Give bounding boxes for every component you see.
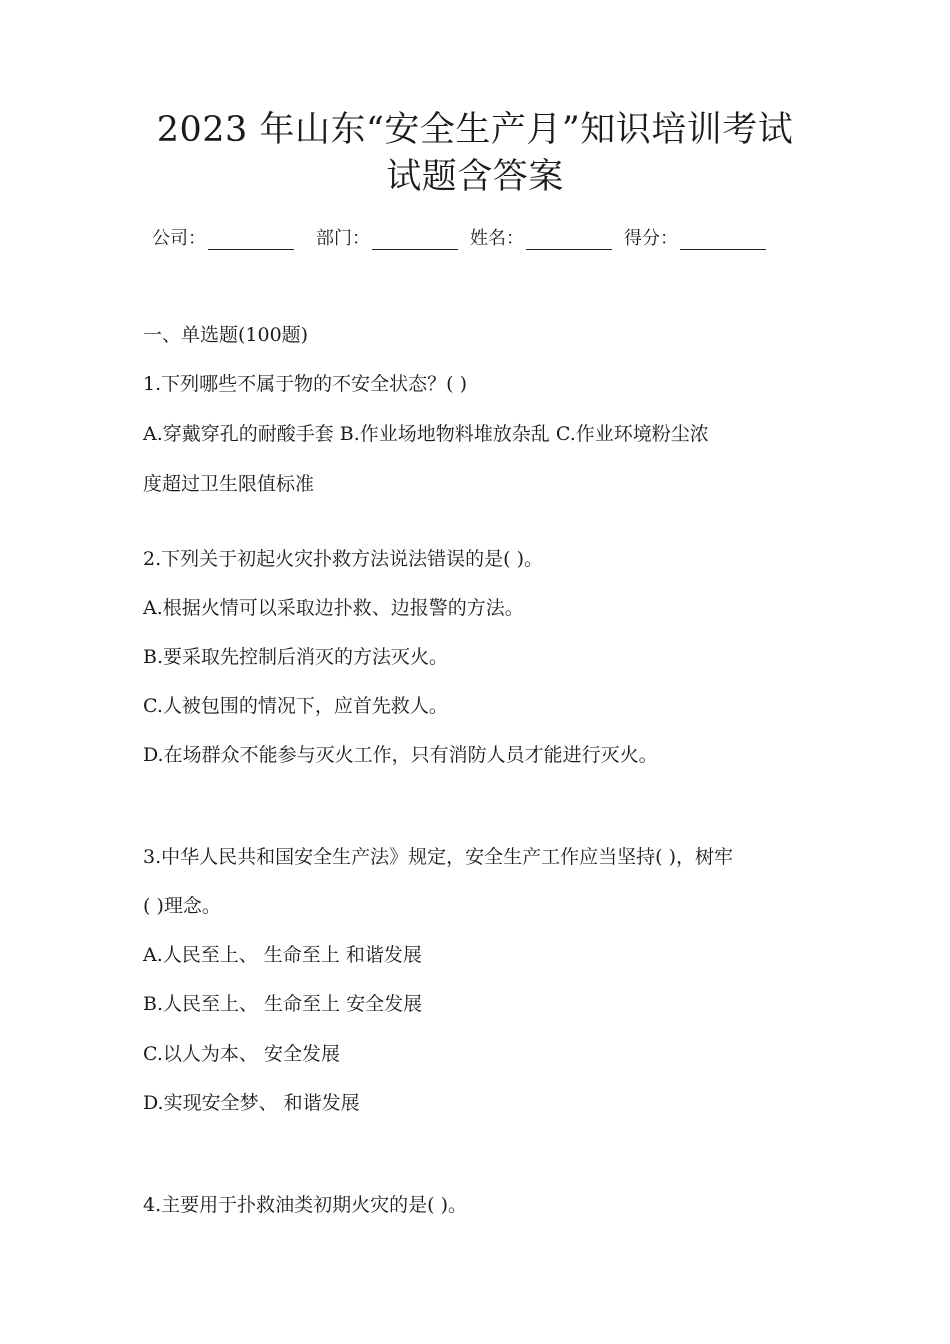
question-4-stem: 4.主要用于扑救油类初期火灾的是( )。	[143, 1194, 467, 1216]
name-field	[470, 224, 612, 250]
question-2-option-c: C.人被包围的情况下，应首先救人。	[143, 695, 448, 717]
score-blank[interactable]	[680, 231, 766, 250]
name-blank[interactable]	[526, 231, 612, 250]
company-label: 公司：	[152, 228, 206, 249]
examinee-info-row	[152, 224, 766, 250]
question-1-options-line-1: A.穿戴穿孔的耐酸手套 B.作业场地物料堆放杂乱 C.作业环境粉尘浓	[143, 423, 709, 445]
question-3-stem-line-1: 3.中华人民共和国安全生产法》规定，安全生产工作应当坚持( )，树牢	[143, 846, 733, 868]
question-1-options-line-2: 度超过卫生限值标准	[143, 473, 315, 495]
document-title-line-1: 2023 年山东“安全生产月”知识培训考试	[156, 110, 794, 150]
document-title-line-2: 试题含答案	[386, 157, 564, 197]
question-2-option-d: D.在场群众不能参与灭火工作，只有消防人员才能进行灭火。	[143, 744, 658, 766]
name-label: 姓名：	[470, 228, 524, 249]
question-3-option-b: B.人民至上、 生命至上 安全发展	[143, 993, 423, 1015]
question-3-option-d: D.实现安全梦、 和谐发展	[143, 1092, 360, 1114]
department-label: 部门：	[316, 228, 370, 249]
score-field	[624, 224, 766, 250]
question-3-option-a: A.人民至上、 生命至上 和谐发展	[143, 944, 422, 966]
question-2-stem: 2.下列关于初起火灾扑救方法说法错误的是( )。	[143, 548, 543, 570]
question-3-option-c: C.以人为本、 安全发展	[143, 1043, 340, 1065]
score-label: 得分：	[624, 228, 678, 249]
company-field	[152, 224, 294, 250]
department-blank[interactable]	[372, 231, 458, 250]
section-heading: 一、单选题(100题)	[143, 324, 309, 346]
department-field	[316, 224, 458, 250]
question-3-stem-line-2: ( )理念。	[143, 895, 221, 917]
question-2-option-a: A.根据火情可以采取边扑救、边报警的方法。	[143, 597, 524, 619]
question-1-stem: 1.下列哪些不属于物的不安全状态？( )	[143, 373, 467, 395]
question-2-option-b: B.要采取先控制后消灭的方法灭火。	[143, 646, 449, 668]
company-blank[interactable]	[208, 231, 294, 250]
